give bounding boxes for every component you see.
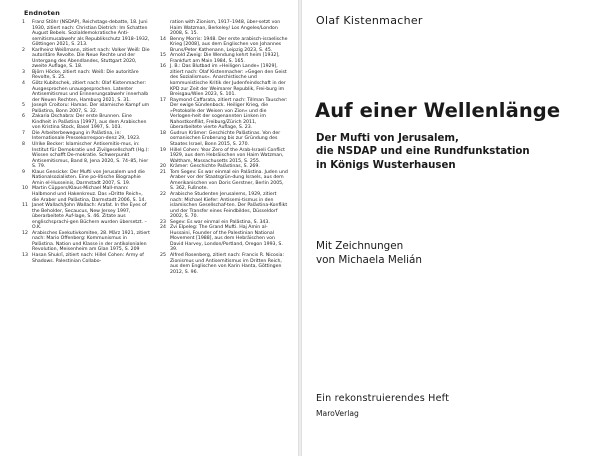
endnote-text: Björn Höcke, zitiert nach: Weiß: Die autoritäre Revolte, S. 25. bbox=[32, 69, 139, 81]
endnote-text: Martin Cüppers/Klaus-Michael Mall-mann: Halbmond und Hakenkreuz. Das »Dritte Reich«, die Araber und Palästina, Darmstadt 2006, S. 14. bbox=[32, 186, 146, 203]
endnote-item bbox=[22, 231, 150, 253]
endnote-number: 13 bbox=[22, 252, 28, 258]
endnote-item bbox=[22, 170, 150, 187]
endnote-item bbox=[22, 81, 150, 103]
subtitle-line: die NSDAP und eine Rundfunkstation bbox=[316, 146, 530, 158]
endnote-text: Krämer: Geschichte Palästinas, S. 269. bbox=[170, 164, 260, 170]
endnote-number: 14 bbox=[160, 36, 166, 42]
endnote-number: 18 bbox=[160, 130, 166, 136]
endnote-number: 1 bbox=[22, 20, 25, 25]
endnotes-column-1 bbox=[22, 20, 150, 264]
endnote-text: Tom Segev: Es war einmal ein Palästina. Juden und Araber vor der Staatsgrün-dung Israels, aus dem Amerikanischen von Doris Gerstner, Berlin 2005, S. 362, Fußnote. bbox=[170, 169, 288, 192]
endnote-number: 10 bbox=[22, 186, 28, 192]
endnote-item bbox=[160, 192, 288, 220]
endnote-number: 11 bbox=[22, 203, 28, 209]
subtitle-line: in Königs Wusterhausen bbox=[316, 159, 456, 171]
endnote-item bbox=[22, 142, 150, 170]
endnote-number: 21 bbox=[160, 169, 166, 175]
endnote-number: 12 bbox=[22, 230, 28, 236]
endnote-text: J. B.: Das Blutbad im »Heiligen Lande« [1929], zitiert nach: Olaf Kistenmacher: »Gegen den Geist des Sozialismus«. Anarchistische und kommunistische Kritik der Judenfeindschaft in der KPD zur Zeit der Weimarer Republik, Frei-burg im Breisgau/Wien 2023, S. 101. bbox=[170, 64, 287, 98]
endnote-number: 2 bbox=[22, 47, 25, 53]
endnote-text: Segev: Es war einmal ein Palästina, S. 343. bbox=[170, 219, 270, 225]
endnote-text: Hasan Shukrī, zitiert nach: Hillel Cohen: Army of Shadows. Palestinian Collabo- bbox=[32, 252, 144, 264]
endnote-item bbox=[160, 131, 288, 148]
endnote-text: Hillel Cohen: Year Zero of the Arab-Israeli Conflict 1929, aus dem Hebräischen von Haim Watzman, Waltham, Massachusetts 2015, S. 255. bbox=[170, 147, 285, 164]
endnote-number: 25 bbox=[160, 252, 166, 258]
endnote-item bbox=[160, 37, 288, 54]
endnote-text: Arnold Zweig: Die Wendung kehrt heim [1932], Frankfurt am Main 1984, S. 165. bbox=[170, 53, 280, 64]
endnote-text: ration with Zionism, 1917–1948, über-setzt von Haim Watzman, Berkeley/ Los Angeles/London 2008, S. 15. bbox=[170, 20, 281, 37]
endnote-item bbox=[160, 98, 288, 131]
endnote-number: 5 bbox=[22, 103, 25, 109]
endnote-item bbox=[22, 253, 150, 264]
endnote-number: 6 bbox=[22, 114, 25, 120]
endnote-number: 9 bbox=[22, 169, 25, 175]
endnote-number: 22 bbox=[160, 191, 166, 197]
endnote-text: Franz Stöhr (NSDAP), Reichstags-debatte, 18. Juni 1930, zitiert nach: Christian Dietrich: Im Schatten August Bebels. Sozialdemokratische Anti-semitismusabwehr als Republikschutz 1918–1932, Göttingen 2021, S. 213. bbox=[32, 20, 150, 48]
endnote-number bbox=[160, 20, 170, 37]
endnote-text: Arabische Studenten Jerusalems, 1929, zitiert nach: Michael Kiefer: Antisemi-tismus in den islamischen Gesellschaf-ten. Der Palästina-Konflikt und der Transfer eines Feindbildes, Düsseldorf 2002, S. 70. bbox=[170, 191, 288, 220]
endnote-number: 4 bbox=[22, 81, 25, 87]
endnote-number: 3 bbox=[22, 69, 25, 75]
book-subtitle bbox=[316, 132, 530, 172]
endnote-text: Gudrun Krämer: Geschichte Palästinas. Von der osmanischen Eroberung bis zur Gründung des Staates Israel, Bonn 2015, S. 270. bbox=[170, 130, 281, 148]
endnote-number: 17 bbox=[160, 97, 166, 103]
endnotes-page bbox=[0, 0, 298, 456]
endnote-number: 23 bbox=[160, 219, 166, 225]
illustrations-line: von Michaela Melián bbox=[316, 253, 422, 266]
endnote-item bbox=[22, 48, 150, 70]
endnote-text: Joseph Croitoru: Hamas. Der islamische Kampf um Palästina, Bonn 2007, S. 32. bbox=[32, 103, 150, 114]
endnote-item bbox=[160, 20, 288, 37]
endnote-text: Zvi Elpeleg: The Grand Mufti. Haj Amin al-Hussaini, Founder of the Palestinian National Movement [1988], aus dem Hebräischen von David Harvey, London/Portland, Oregon 1993, S. 39. bbox=[170, 225, 283, 253]
endnote-number: 15 bbox=[160, 53, 166, 59]
endnotes-column-2 bbox=[160, 20, 288, 275]
endnote-text: Ulrike Becker: Islamischer Antisemitis-mus, in: Institut für Demokratie und Zivilgesellschaft (Hg.): Wissen schafft De-mokratie. Schwerpunkt Antisemitismus, Band 8, Jena 2020, S. 74–85, hier S. 79. bbox=[32, 142, 149, 170]
endnote-text: Götz Kubitschek, zitiert nach: Olaf Kistenmacher: Ausgesprochen unausgesprochen. Latenter Antisemitismus und Erinnerungsabwehr innerhalb der Neuen Rechten, Hamburg 2021, S. 31. bbox=[32, 81, 149, 103]
illustrations-line: Mit Zeichnungen bbox=[316, 240, 404, 252]
title-page bbox=[302, 0, 600, 456]
series-title: Ein rekonstruierendes Heft bbox=[316, 393, 450, 404]
endnote-number: 8 bbox=[22, 142, 25, 148]
endnote-item bbox=[160, 148, 288, 165]
endnote-text: Karlheinz Weißmann, zitiert nach: Volker Weiß: Die autoritäre Revolte. Die Neue Rechte und der Untergang des Abendlandes, Stuttgart 2020, zweite Auflage, S. 18. bbox=[32, 47, 150, 70]
endnote-number: 20 bbox=[160, 164, 166, 170]
endnote-item bbox=[22, 203, 150, 231]
endnote-text: Raymond Caffarata, zitiert nach: Tillman Tauscher: Der ewige Sündenbock. Heiliger Krieg, die »Protokolle der Weisen von Zion« und die Verlogen-heit der sogenannten Linken im Nahostkonflikt, Freiburg/Zürich 2011, überarbeitete vierte Auflage, S. 23. bbox=[170, 97, 288, 131]
endnote-number: 24 bbox=[160, 225, 166, 231]
endnote-item bbox=[160, 253, 288, 275]
endnote-item bbox=[22, 103, 150, 114]
endnote-item bbox=[22, 131, 150, 142]
endnote-text: Arabisches Exekutivkomitee, 28. März 1921, zitiert nach: Mario Offenberg: Kommunismus in Palästina. Nation und Klasse in der antikolonialen Revolution, Meisenheim am Glan 1975, S. 209 bbox=[32, 230, 150, 253]
subtitle-line: Der Mufti von Jerusalem, bbox=[316, 133, 459, 144]
endnote-text: Benny Morris: 1948. Der erste arabisch-israelische Krieg [2008], aus dem Englischen von Johannes Bruns/Peter Kathenann, Leipzig 2023, S. 45. bbox=[170, 36, 288, 53]
publisher-name: MaroVerlag bbox=[316, 409, 359, 418]
illustrations-credit bbox=[316, 240, 422, 267]
endnote-number: 16 bbox=[160, 64, 166, 70]
endnote-item bbox=[160, 53, 288, 64]
endnote-text: Janet Wallach/John Wallach: Arafat. In the Eyes of the Beholder, Secaucus, New Jersey 1997, überarbeitete Auf-lage, S. 46. Zitate aus englischsprachi-gen Büchern wurden übersetzt. – O.K. bbox=[32, 203, 147, 231]
endnote-text: Klaus Gensicke: Der Mufti von Jerusalem und die Nationalsozialisten. Eine po-litische Biographie Amin el-Husseinis, Darmstadt 2007, S. 19. bbox=[32, 169, 145, 186]
endnote-text: Zakaria Dschabra: Der erste Brunnen. Eine Kindheit in Palästina [1997], aus dem Arabischen von Kristina Stock, Basel 1997, S. 103. bbox=[32, 114, 147, 131]
endnote-item bbox=[22, 70, 150, 81]
author-name: Olaf Kistenmacher bbox=[316, 14, 423, 27]
endnote-item bbox=[160, 64, 288, 97]
endnote-item bbox=[22, 114, 150, 131]
endnote-number: 7 bbox=[22, 130, 25, 136]
endnotes-heading: Endnoten bbox=[24, 9, 60, 17]
endnote-item bbox=[22, 20, 150, 48]
endnote-item bbox=[22, 186, 150, 203]
endnote-text: Die Arbeiterbewegung in Palästina, in: Internationale Pressekorrespon-denz 29, 1923. bbox=[32, 130, 141, 142]
endnote-item bbox=[160, 225, 288, 253]
endnote-number: 19 bbox=[160, 147, 166, 153]
endnote-text: Alfred Rosenberg, zitiert nach: Francis R. Nicosia: Zionismus und Antisemitismus im Dritten Reich, aus dem Englischen von Karin Hanta, Göttingen 2012, S. 96. bbox=[170, 252, 285, 275]
endnote-item bbox=[160, 170, 288, 192]
book-title: Auf einer Wellenlänge bbox=[315, 99, 561, 122]
